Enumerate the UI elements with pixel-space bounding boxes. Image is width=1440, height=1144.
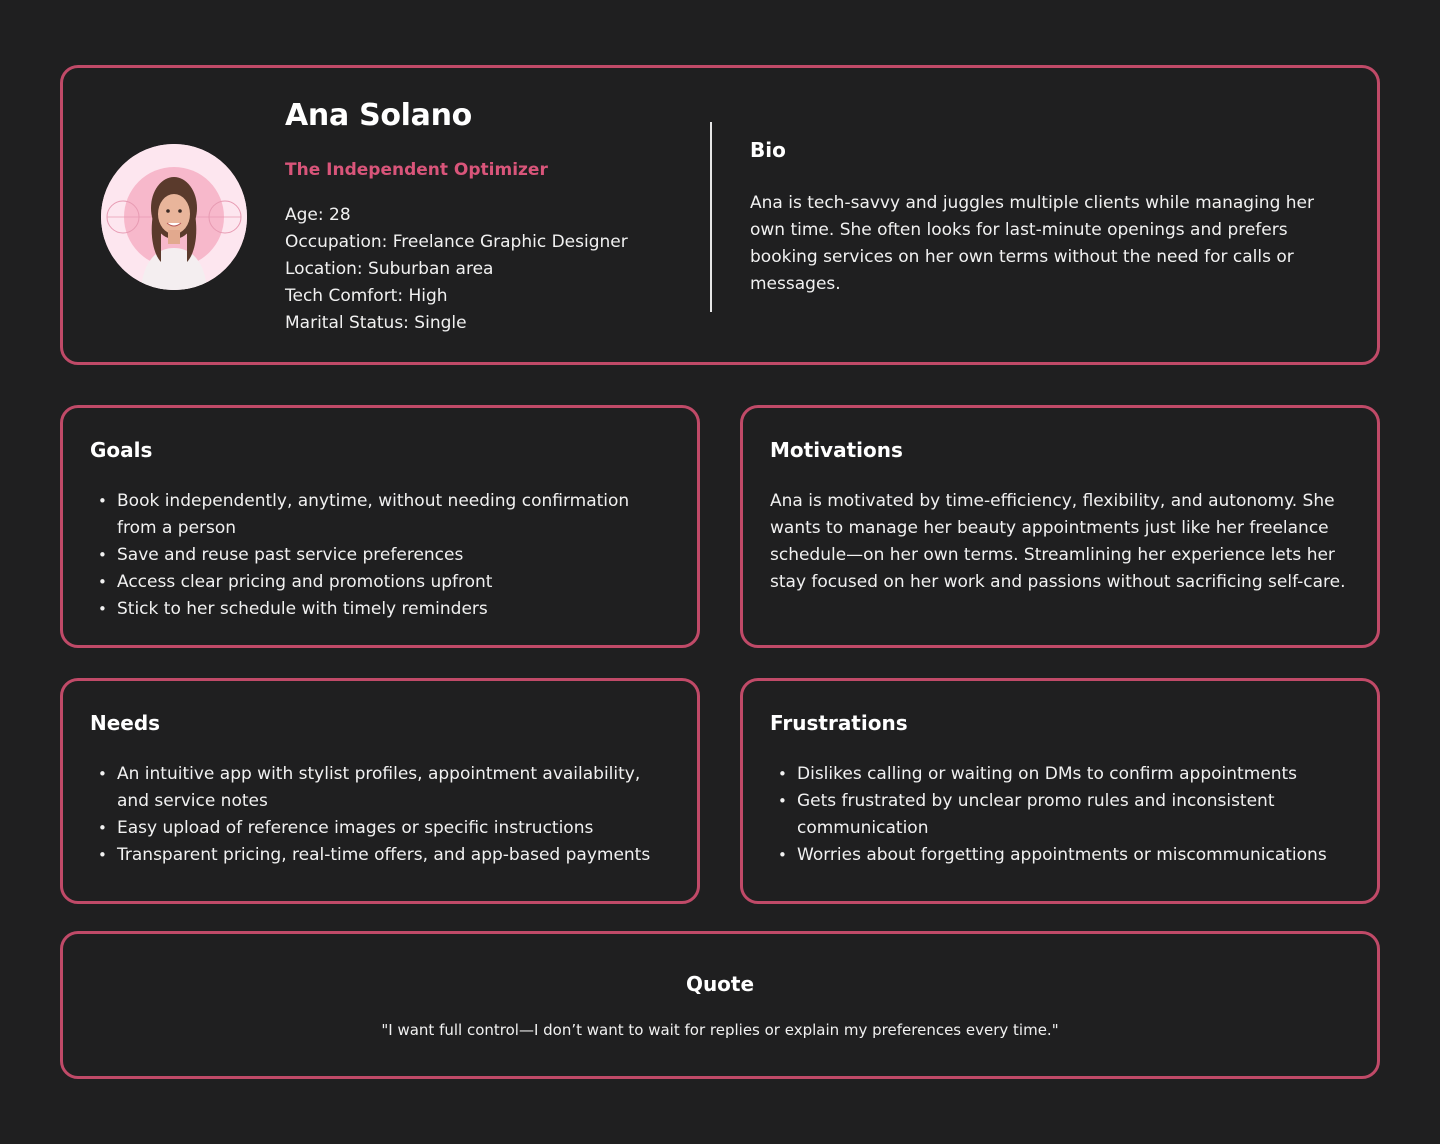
list-item: • Book independently, anytime, without needing confirmation from a person bbox=[90, 488, 670, 542]
bio-heading: Bio bbox=[750, 138, 786, 162]
quote-card bbox=[60, 931, 1380, 1079]
list-item: • Dislikes calling or waiting on DMs to confirm appointments bbox=[770, 761, 1350, 788]
needs-list bbox=[90, 761, 670, 869]
needs-card bbox=[60, 678, 700, 904]
bio-text: Ana is tech-savvy and juggles multiple clients while managing her own time. She often looks for last-minute openings and prefers booking services on her own terms without the need for calls or messages. bbox=[750, 193, 1314, 294]
list-item: • Access clear pricing and promotions upfront bbox=[90, 569, 670, 596]
frustrations-list bbox=[770, 761, 1350, 869]
list-item: • Transparent pricing, real-time offers, and app-based payments bbox=[90, 842, 670, 869]
list-item: • Save and reuse past service preferences bbox=[90, 542, 670, 569]
motivations-heading: Motivations bbox=[770, 438, 903, 462]
fact-tech-comfort: Tech Comfort: High bbox=[285, 286, 448, 306]
list-item: • Stick to her schedule with timely reminders bbox=[90, 596, 670, 623]
list-item: • Gets frustrated by unclear promo rules and inconsistent communication bbox=[770, 788, 1350, 842]
quote-text: "I want full control—I don’t want to wait for replies or explain my preferences every time." bbox=[381, 1021, 1059, 1039]
motivations-card bbox=[740, 405, 1380, 648]
needs-heading: Needs bbox=[90, 711, 161, 735]
frustrations-heading: Frustrations bbox=[770, 711, 908, 735]
frustrations-card bbox=[740, 678, 1380, 904]
fact-occupation: Occupation: Freelance Graphic Designer bbox=[285, 232, 628, 252]
quote-heading: Quote bbox=[685, 972, 755, 996]
profile-card bbox=[60, 65, 1380, 365]
motivations-text: Ana is motivated by time-efficiency, flexibility, and autonomy. She wants to manage her beauty appointments just like her freelance schedule—on her own terms. Streamlining her experience lets her stay focused on her work and passions without sacrificing self-care. bbox=[770, 491, 1346, 592]
avatar-photo bbox=[101, 144, 247, 290]
fact-age: Age: 28 bbox=[285, 205, 351, 225]
list-item: • Worries about forgetting appointments or miscommunications bbox=[770, 842, 1350, 869]
avatar bbox=[101, 144, 247, 290]
persona-archetype: The Independent Optimizer bbox=[285, 160, 548, 180]
persona-facts bbox=[285, 202, 628, 337]
goals-list bbox=[90, 488, 670, 623]
fact-location: Location: Suburban area bbox=[285, 259, 494, 279]
list-item: • Easy upload of reference images or specific instructions bbox=[90, 815, 670, 842]
goals-card bbox=[60, 405, 700, 648]
fact-marital-status: Marital Status: Single bbox=[285, 313, 467, 333]
profile-divider bbox=[710, 122, 712, 312]
list-item: • An intuitive app with stylist profiles, appointment availability, and service notes bbox=[90, 761, 670, 815]
persona-name: Ana Solano bbox=[285, 98, 472, 133]
goals-heading: Goals bbox=[90, 438, 153, 462]
